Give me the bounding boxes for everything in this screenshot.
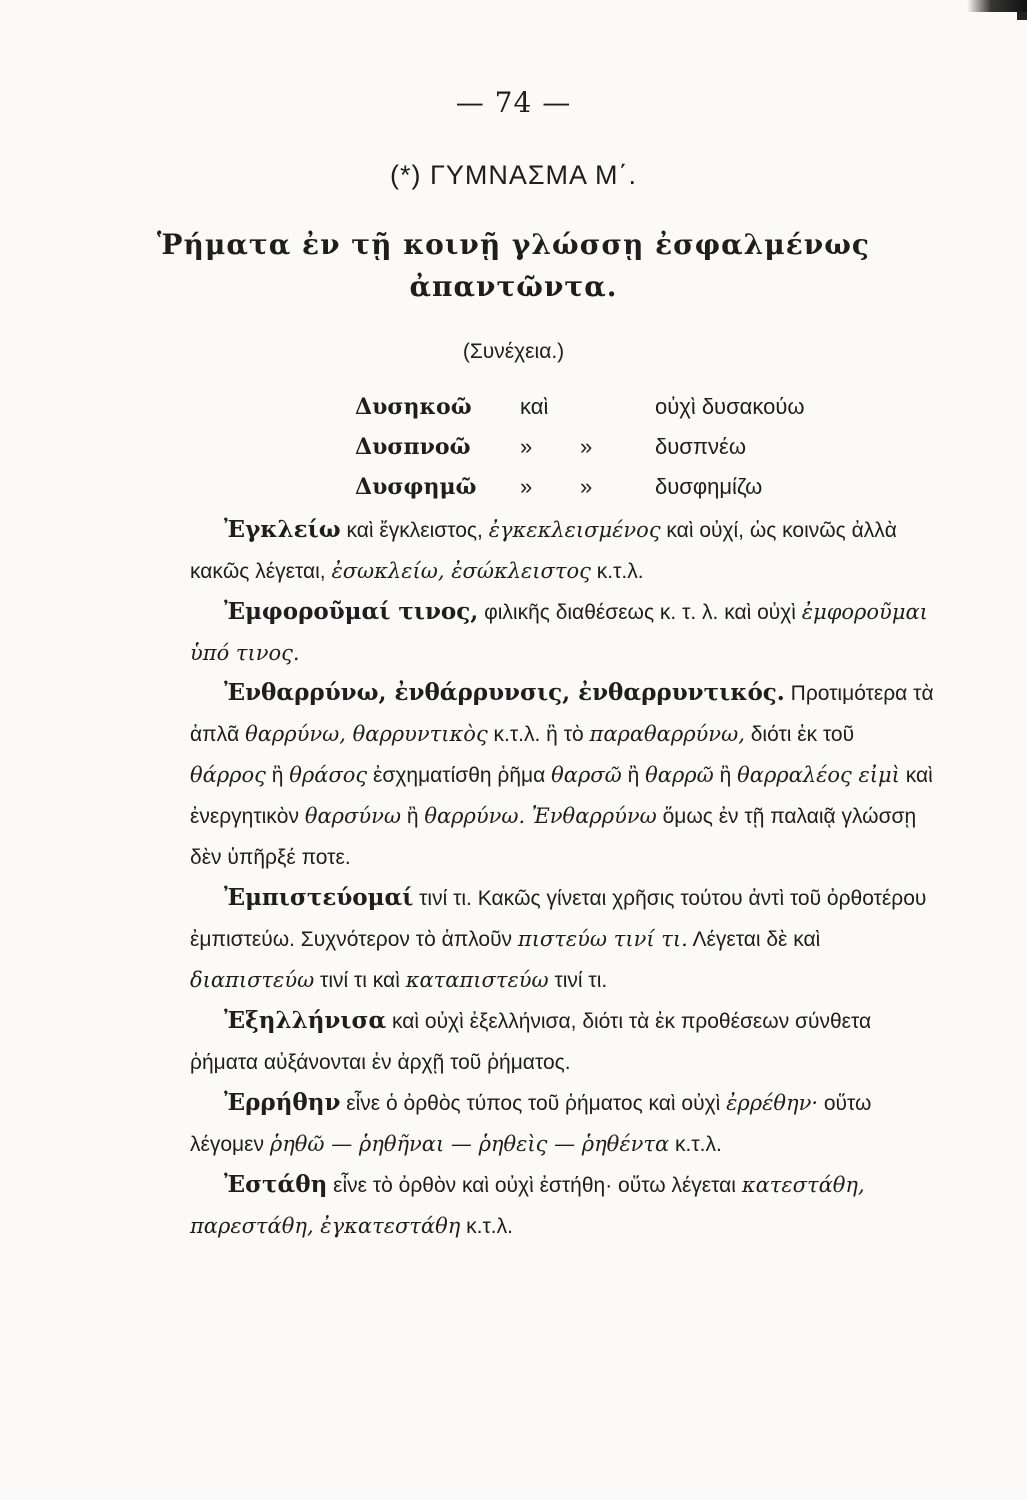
page-number: — 74 — [455,86,572,119]
dys-row-ditto: » [580,434,593,459]
entry-text: καὶ οὐχὶ ἐξελλήνισα, διότι τὰ ἐκ προθέσεων σύνθετα ῥήματα αὐξάνονται ἐν ἀρχῇ τοῦ ῥήματος. [190,1010,872,1074]
entry-text: ἢ [265,764,290,787]
entry-text: κ.τ.λ. [460,1215,513,1238]
dys-row-alternative: δυσπνέω [655,434,747,459]
entry-text: ἢ [401,805,425,828]
entry-errethin [190,1083,935,1165]
dys-row-1 [355,394,855,426]
entry-headword: Ἐξηλλήνισα [224,1007,387,1034]
entry-text: Λέγεται δὲ καὶ [687,928,821,951]
entry-text: καὶ οὐχί, ὡς κοινῶς ἀλλὰ κακῶς λέγεται, [190,519,897,583]
exercise-heading: (*) ΓΥΜΝΑΣΜΑ Μ΄. [389,160,638,190]
entry-text: καὶ ἔγκλειστος, [340,519,489,542]
entry-italic: παραθαρρύνω, [589,722,745,746]
entry-text: φιλικῆς διαθέσεως κ. τ. λ. καὶ οὐχὶ [478,601,802,624]
entry-italic: θράσος [289,763,368,787]
entry-italic: ἐσωκλείω, ἐσώκλειστος [331,559,591,583]
section-title-line2: ἀπαντῶντα. [409,270,618,303]
entry-italic: θαρρῶ [645,763,714,787]
entry-entharryno [190,673,935,878]
dys-row-ditto: » [520,434,533,459]
dys-row-alternative: οὐχὶ δυσακούω [655,394,805,419]
dys-row-alternative: δυσφημίζω [655,474,763,499]
entry-text: οὕτω λέγομεν [190,1092,872,1156]
entry-text: κ.τ.λ. [669,1133,722,1156]
entry-italic: θάρρος [190,763,266,787]
continuation-note: (Συνέχεια.) [462,340,565,363]
entry-italic: θαρρύνω, θαρρυντικὸς [245,722,488,746]
entry-exellinisa [190,1001,935,1083]
entry-text: εἶνε ὁ ὀρθὸς τύπος τοῦ ῥήματος καὶ οὐχὶ [340,1092,727,1115]
scan-edge-mark [967,0,1027,12]
entry-italic: θαρραλέος εἰμὶ [737,763,900,787]
entry-text: ἢ [713,764,738,787]
dys-row-3 [355,474,855,506]
entry-text: Προτιμότερα τὰ ἁπλᾶ [190,682,934,746]
dys-row-ditto: » [580,474,593,499]
entry-text: ἐσχηματίσθη ῥῆμα [367,764,552,787]
entry-text: ὅμως ἐν τῇ παλαιᾷ γλώσσῃ δὲν ὑπῆρξέ ποτε. [190,805,917,869]
entry-text: ἢ [621,764,646,787]
entry-italic: ῥηθῶ — ῥηθῆναι — ῥηθεὶς — ῥηθέντα [269,1132,670,1156]
entry-italic: πιστεύω τινί τι. [517,927,688,951]
entry-text: τινί τι. Κακῶς γίνεται χρῆσις τούτου ἀντὶ τοῦ ὀρθοτέρου ἐμπιστεύω. Συχνότερον τὸ ἁπλοῦν [190,887,927,951]
entry-headword: Ἐμφοροῦμαί τινος, [224,598,479,625]
entry-headword: Ἐγκλείω [224,516,341,543]
entry-text: κ.τ.λ. ἢ τὸ [487,723,590,746]
entry-italic: ἐγκεκλεισμένος [488,518,661,542]
dys-row-2 [355,434,855,466]
section-title-line1: Ῥήματα ἐν τῇ κοινῇ γλώσσῃ ἐσφαλμένως [157,228,870,261]
entry-italic: διαπιστεύω [190,968,315,992]
entry-italic: ἐρρέθην· [726,1091,819,1115]
entry-italic: κατεστάθη, παρεστάθη, ἐγκατεστάθη [190,1173,865,1238]
entry-emforoumai [190,592,935,673]
dys-row-headword: Δυσπνοῶ [355,434,471,460]
entry-headword: Ἐστάθη [224,1171,328,1198]
entry-text: τινί τι καὶ [314,969,406,992]
entries-body [190,510,935,1247]
entry-italic: θαρσύνω [304,804,401,828]
entry-text: εἶνε τὸ ὀρθὸν καὶ οὐχὶ ἐστήθη· οὕτω λέγεται [327,1174,742,1197]
entry-italic: θαρσῶ [551,763,622,787]
entry-text: διότι ἐκ τοῦ [744,723,855,746]
entry-italic: καταπιστεύω [405,968,549,992]
dys-row-ditto: » [520,474,533,499]
entry-text: καὶ ἐνεργητικὸν [190,764,933,828]
entry-headword: Ἐμπιστεύομαί [224,884,414,911]
dys-row-headword: Δυσηκοῶ [355,394,472,420]
entry-text: τινί τι. [548,969,608,992]
entry-estathi [190,1165,935,1247]
entry-empisteuomai [190,878,935,1001]
entry-headword: Ἐρρήθην [224,1089,341,1116]
entry-text: κ.τ.λ. [590,560,644,583]
entry-italic: ἐμφοροῦμαι ὑπό τινος. [190,600,928,665]
dys-row-connector: καὶ [520,394,549,419]
entry-headword: Ἐνθαρρύνω, ἐνθάρρυνσις, ἐνθαρρυντικός. [224,679,785,706]
dys-row-headword: Δυσφημῶ [355,474,477,500]
scan-edge-mark-small [1017,12,1027,20]
entry-egkleio [190,510,935,592]
entry-italic: θαρρύνω. Ἐνθαρρύνω [424,804,657,828]
